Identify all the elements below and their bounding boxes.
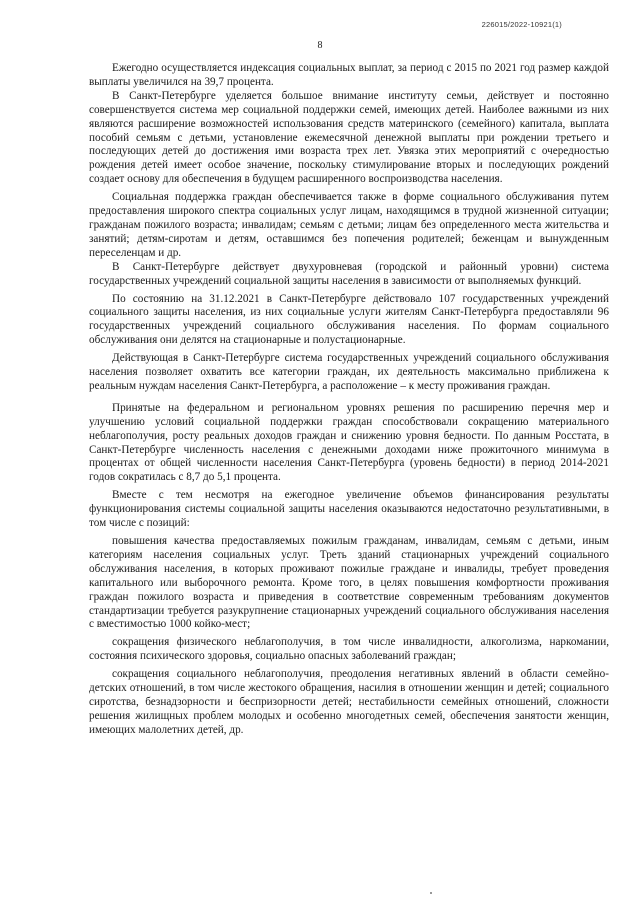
list-item: сокращения физического неблагополучия, в том числе инвалидности, алкоголизма, наркомании, состояния психического здоровья, социально опасных заболеваний граждан; bbox=[89, 636, 609, 663]
list-item: сокращения социального неблагополучия, преодоления негативных явлений в области семейно-детских отношений, в том числе жестокого обращения, насилия в отношении женщин и детей; социального сиротства, безнадзорности и беспризорности детей; нестабильности семейных отношений, сложности решения жилищных проблем молодых и особенно многодетных семей, обеспечения занятости женщин, имеющих малолетних детей, др. bbox=[89, 668, 609, 736]
page-number: 8 bbox=[317, 40, 323, 51]
paragraph: По состоянию на 31.12.2021 в Санкт-Петербурге действовало 107 государственных учреждений социального защиты населения, из них социальные услуги жителям Санкт-Петербурга предоставляли 96 государственных учреждений социального обслуживания населения. По формам социального обслуживания они делятся на стационарные и полустационарные. bbox=[89, 292, 609, 347]
list-item: повышения качества предоставляемых пожилым гражданам, инвалидам, семьям с детьми, иным категориям населения социальных услуг. Треть зданий стационарных учреждений социального обслуживания населения, в которых проживают пожилые граждане и инвалиды, требует проведения капитального или выборочного ремонта. Кроме того, в целях повышения комфортности проживания граждан пожилого возраста и приведения в соответствие современным требованиям документов стандартизации требуется разукрупнение стационарных учреждений социального обслуживания населения с вместимостью 1000 койко-мест; bbox=[89, 535, 609, 631]
paragraph: В Санкт-Петербурге действует двухуровневая (городской и районный уровни) система государственных учреждений социальной защиты населения в зависимости от выполняемых функций. bbox=[89, 260, 609, 287]
paragraph: Ежегодно осуществляется индексация социальных выплат, за период с 2015 по 2021 год размер каждой выплаты увеличился на 39,7 процента. bbox=[89, 62, 609, 88]
document-id: 226015/2022-10921(1) bbox=[481, 20, 562, 29]
paragraph: В Санкт-Петербурге уделяется большое внимание институту семьи, действует и постоянно совершенствуется система мер социальной поддержки семей, имеющих детей. Наиболее важными из них являются расширение возможностей использования средств материнского (семейного) капитала, выплата пособий семьям с детьми, установление ежемесячной денежной выплаты при рождении третьего и последующих детей до достижения ими возраста трех лет. Увязка этих мероприятий с очередностью рождения детей имеет особое значение, поскольку стимулирование вторых и последующих рождений создает основу для обеспечения в будущем расширенного воспроизводства населения. bbox=[89, 89, 609, 186]
paragraph: Принятые на федеральном и региональном уровнях решения по расширению перечня мер и улучшению условий социальной поддержки граждан способствовали сокращению материального неблагополучия, росту реальных доходов граждан и снижению уровня бедности. По данным Росстата, в Санкт-Петербурге численность населения с денежными доходами ниже прожиточного минимума в процентах от общей численности населения Санкт-Петербурга (уровень бедности) в период 2014-2021 годов сократилась с 8,7 до 5,1 процента. bbox=[89, 401, 609, 484]
paragraph: Социальная поддержка граждан обеспечивается также в форме социального обслуживания путем предоставления широкого спектра социальных услуг лицам, находящимся в трудной жизненной ситуации; гражданам пожилого возраста; инвалидам; семьям с детьми; лицам без определенного места жительства и занятий; детям-сиротам и детям, оставшимся без попечения родителей; беженцам и вынужденным переселенцам и др. bbox=[89, 191, 609, 259]
document-body bbox=[89, 62, 609, 738]
paragraph: Вместе с тем несмотря на ежегодное увеличение объемов финансирования результаты функционирования системы социальной защиты населения оказываются недостаточно результативными, в том числе с позиций: bbox=[89, 489, 609, 530]
paragraph: Действующая в Санкт-Петербурге система государственных учреждений социального обслуживания населения позволяет охватить все категории граждан, их деятельность максимально приближена к реальным нуждам населения Санкт-Петербурга, а расположение – к месту проживания граждан. bbox=[89, 352, 609, 392]
scan-speck bbox=[430, 892, 432, 894]
